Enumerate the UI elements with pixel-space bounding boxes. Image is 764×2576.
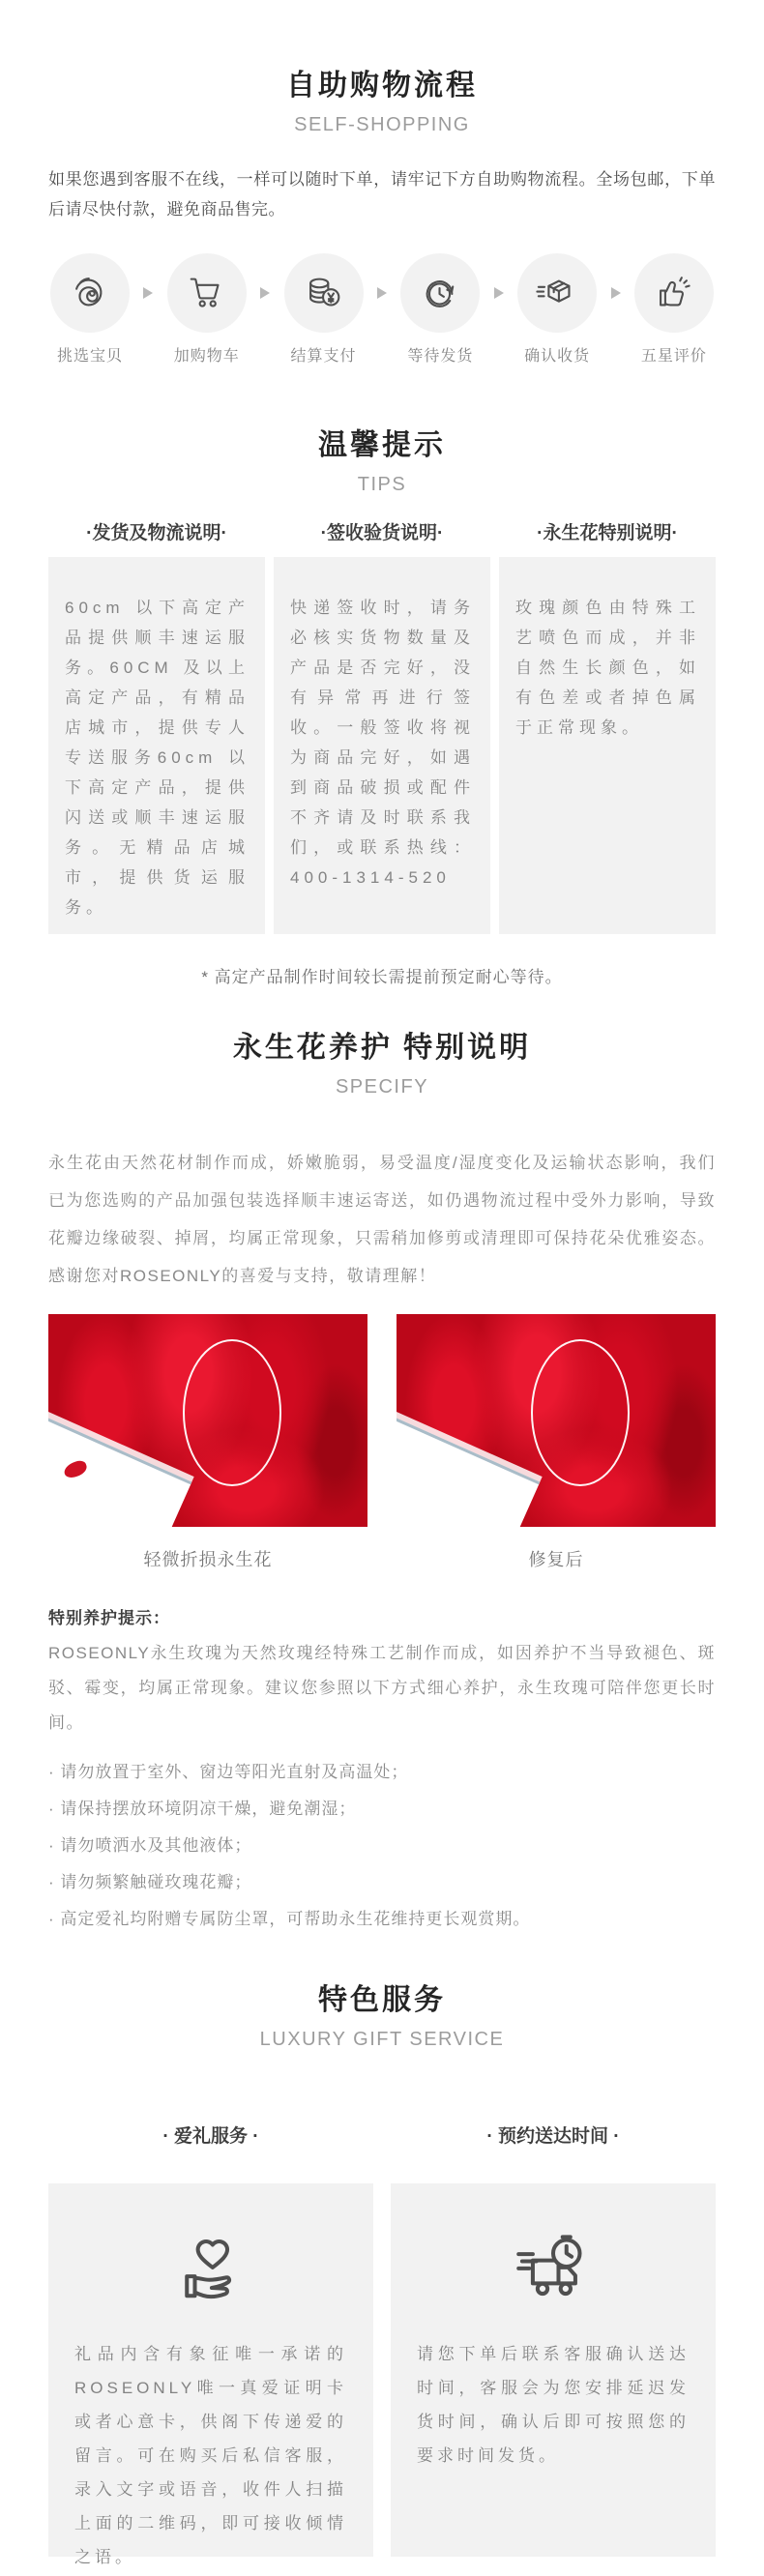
arrow-right-icon bbox=[260, 287, 270, 299]
repaired-flower-image bbox=[397, 1314, 716, 1527]
service-card-gift bbox=[48, 2050, 373, 2566]
care-title: 永生花养护 特别说明 bbox=[232, 1032, 532, 1064]
step-item bbox=[282, 253, 366, 366]
care-bullet: · 请勿喷洒水及其他液体； bbox=[48, 1836, 252, 1855]
care-figures bbox=[48, 1314, 716, 1571]
step-label: 确认收货 bbox=[524, 348, 591, 365]
highlight-ellipse bbox=[531, 1339, 630, 1486]
care-bullet: · 高定爱礼均附赠专属防尘罩，可帮助永生花维持更长观赏期。 bbox=[48, 1910, 531, 1928]
care-intro-paragraph: 永生花由天然花材制作而成，娇嫩脆弱，易受温度/湿度变化及运输状态影响，我们已为您选购的产品加强包装选择顺丰速运寄送，如仍遇物流过程中受外力影响，导致花瓣边缘破裂、掉屑，均属正常现象，只需稍加修剪或清理即可保持花朵优雅姿态。感谢您对ROSEONLY的喜爱与支持，敬请理解！ bbox=[48, 1154, 716, 1285]
figure-caption: 修复后 bbox=[528, 1550, 584, 1569]
page-title: 自助购物流程 bbox=[286, 70, 478, 102]
step-label: 挑选宝贝 bbox=[56, 348, 123, 365]
self-shopping-section bbox=[0, 70, 764, 366]
services-section bbox=[0, 1984, 764, 2566]
tips-column-heading: ·签收验货说明· bbox=[320, 523, 444, 543]
step-label: 结算支付 bbox=[290, 348, 357, 365]
step-item bbox=[48, 253, 132, 366]
service-card-delivery bbox=[391, 2050, 716, 2557]
arrow-right-icon bbox=[377, 287, 387, 299]
tips-footnote: * 高定产品制作时间较长需提前预定耐心等待。 bbox=[201, 968, 563, 986]
figure-caption: 轻微折损永生花 bbox=[143, 1550, 273, 1569]
rose-icon bbox=[50, 253, 130, 333]
intro-paragraph: 如果您遇到客服不在线，一样可以随时下单，请牢记下方自助购物流程。全场包邮，下单后请尽快付款，避免商品售完。 bbox=[48, 170, 716, 219]
step-label: 加购物车 bbox=[173, 348, 240, 365]
repaired-flower-figure bbox=[397, 1314, 716, 1571]
step-item bbox=[515, 253, 599, 366]
step-item bbox=[165, 253, 249, 366]
service-cards bbox=[48, 2050, 716, 2566]
care-section bbox=[0, 1032, 764, 1938]
tips-column-body: 60cm 以下高定产品提供顺丰速运服务。60CM 及以上高定产品，有精品店城市，提供专人专送服务60cm 以下高定产品，提供闪送或顺丰速运服务。无精品店城市，提供货运服务。 bbox=[48, 557, 265, 934]
tips-columns bbox=[48, 522, 716, 934]
tips-column-body: 快递签收时，请务必核实货物数量及产品是否完好，没有异常再进行签收。一般签收将视为商品完好，如遇到商品破损或配件不齐请及时联系我们，或联系热线：400-1314-520 bbox=[274, 557, 490, 934]
services-subtitle: LUXURY GIFT SERVICE bbox=[259, 2029, 505, 2050]
care-bullet: · 请勿放置于室外、窗边等阳光直射及高温处； bbox=[48, 1763, 409, 1781]
service-card-heading: · 爱礼服务 · bbox=[162, 2126, 259, 2147]
tips-section bbox=[0, 429, 764, 987]
step-item bbox=[632, 253, 716, 366]
tips-column-inspection bbox=[274, 522, 490, 934]
highlight-ellipse bbox=[183, 1339, 281, 1486]
damaged-flower-figure bbox=[48, 1314, 367, 1571]
arrow-right-icon bbox=[611, 287, 621, 299]
service-card-heading: · 预约送达时间 · bbox=[486, 2126, 620, 2147]
package-icon bbox=[517, 253, 597, 333]
service-card-body: 请您下单后联系客服确认送达时间，客服会为您安排延迟发货时间，确认后即可按照您的要求时间发货。 bbox=[417, 2345, 690, 2465]
care-bullet: · 请勿频繁触碰玫瑰花瓣； bbox=[48, 1873, 252, 1891]
delivery-truck-icon bbox=[417, 2224, 690, 2314]
care-notice-body: ROSEONLY永生玫瑰为天然玫瑰经特殊工艺制作而成，如因养护不当导致褪色、斑驳、霉变，均属正常现象。建议您参照以下方式细心养护，永生玫瑰可陪伴您更长时间。 bbox=[48, 1644, 716, 1732]
heart-in-hand-icon bbox=[74, 2224, 347, 2314]
step-label: 五星评价 bbox=[640, 348, 707, 365]
tips-title: 温馨提示 bbox=[318, 429, 446, 461]
shopping-steps bbox=[48, 253, 716, 366]
coins-pay-icon bbox=[284, 253, 364, 333]
care-notice-heading: 特别养护提示： bbox=[48, 1609, 170, 1627]
tips-column-body: 玫瑰颜色由特殊工艺喷色而成，并非自然生长颜色，如有色差或者掉色属于正常现象。 bbox=[499, 557, 716, 934]
tips-column-heading: ·永生花特别说明· bbox=[537, 523, 678, 543]
care-subtitle: SPECIFY bbox=[335, 1076, 429, 1098]
services-title: 特色服务 bbox=[318, 1984, 446, 2016]
arrow-right-icon bbox=[494, 287, 504, 299]
care-bullet-list bbox=[48, 1754, 716, 1938]
thumbs-up-icon bbox=[634, 253, 714, 333]
cart-icon bbox=[167, 253, 247, 333]
care-bullet: · 请保持摆放环境阴凉干燥，避免潮湿； bbox=[48, 1800, 357, 1818]
clock-icon bbox=[400, 253, 480, 333]
vase-edge bbox=[397, 1415, 540, 1527]
arrow-right-icon bbox=[143, 287, 153, 299]
service-card-body: 礼品内含有象征唯一承诺的ROSEONLY唯一真爱证明卡或者心意卡，供阁下传递爱的留言。可在购买后私信客服，录入文字或语音，收件人扫描上面的二维码，即可接收倾情之语。 bbox=[74, 2345, 347, 2566]
tips-column-shipping bbox=[48, 522, 265, 934]
step-item bbox=[398, 253, 482, 366]
page-subtitle: SELF-SHOPPING bbox=[294, 114, 470, 135]
service-card-box bbox=[391, 2183, 716, 2557]
step-label: 等待发货 bbox=[407, 348, 474, 365]
damaged-flower-image bbox=[48, 1314, 367, 1527]
service-card-box bbox=[48, 2183, 373, 2566]
tips-column-heading: ·发货及物流说明· bbox=[86, 523, 227, 543]
tips-subtitle: TIPS bbox=[357, 474, 407, 495]
tips-column-flower bbox=[499, 522, 716, 934]
